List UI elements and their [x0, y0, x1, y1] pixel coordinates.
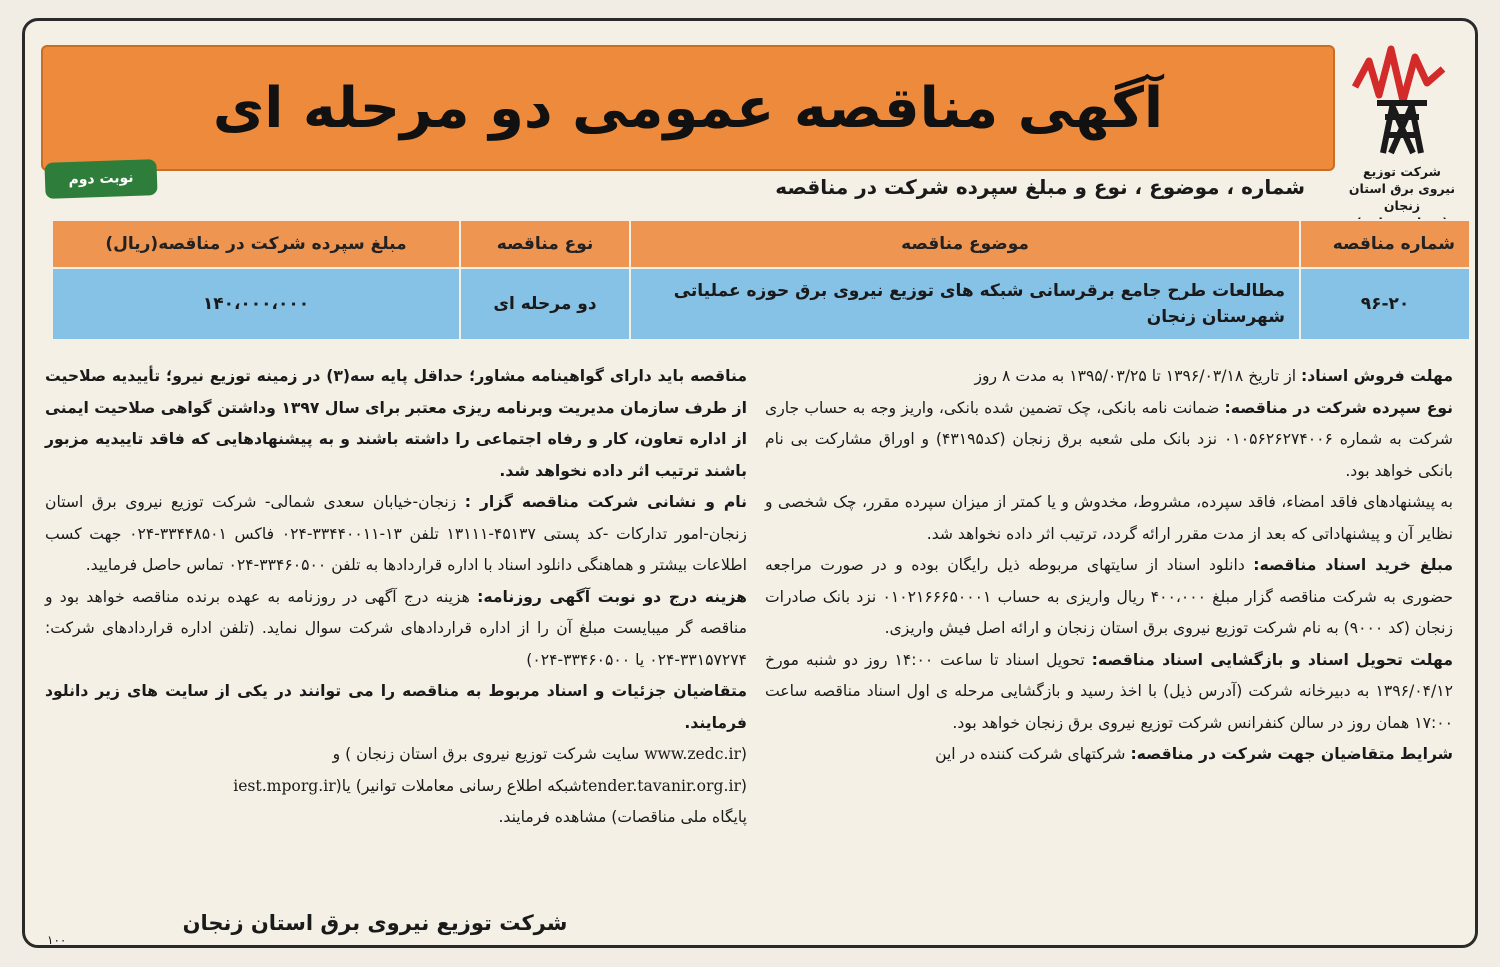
- paragraph-company-address: نام و نشانی شرکت مناقصه گزار : زنجان-خیابان سعدی شمالی- شرکت توزیع نیروی برق استان زنجان-امور تدارکات -کد پستی ۴۵۱۳۷-۱۳۱۱۱ تلفن ۱۳-۳۳۴۴۰۰۱۱-۰۲۴ فاکس ۳۳۴۴۸۵۰۱-۰۲۴ جهت کسب اطلاعات بیشتر و هماهنگی دانلود اسناد با اداره قراردادها به تلفن ۳۳۴۶۰۵۰۰-۰۲۴ تماس حاصل فرمایید.: [45, 493, 747, 574]
- company-logo: [1343, 39, 1461, 229]
- zedc-link[interactable]: www.zedc.ir: [644, 745, 741, 763]
- paragraph-rejection-rules: به پیشنهادهای فاقد امضاء، فاقد سپرده، مشروط، مخدوش و یا کمتر از میزان سپرده مقرر، چک شخصی و نظایر آن و پیشنهاداتی که بعد از مدت مقرر ارائه گردد، ترتیب اثر داده نخواهد شد.: [765, 493, 1453, 543]
- cell-deposit-amount: ۱۴۰،۰۰۰،۰۰۰: [52, 268, 460, 340]
- mporg-link[interactable]: iest.mporg.ir: [233, 776, 336, 795]
- header-tender-number: شماره مناقصه: [1300, 220, 1470, 268]
- paragraph-ad-cost: هزینه درج دو نوبت آگهی روزنامه: هزینه درج آگهی در روزنامه به عهده برنده مناقصه خواهد بود و مناقصه گر میبایست مبلغ آن را از اداره قراردادهای شرکت سوال نماید. (تلفن اداره قراردادهای شرکت: ۳۳۱۵۷۲۷۴-۰۲۴ یا ۳۳۴۶۰۵۰۰-۰۲۴): [45, 587, 747, 669]
- cell-tender-type: دو مرحله ای: [460, 268, 630, 340]
- paragraph-sale-deadline: مهلت فروش اسناد: از تاریخ ۱۳۹۶/۰۳/۱۸ تا ۱۳۹۵/۰۳/۲۵ به مدت ۸ روز: [974, 367, 1453, 385]
- table-row: [52, 268, 1470, 340]
- page-title: آگهی مناقصه عمومی دو مرحله ای: [212, 75, 1164, 141]
- download-line-2: (tender.tavanir.org.irشبکه اطلاع رسانی معاملات توانیر) یا(iest.mporg.ir: [233, 776, 747, 795]
- paragraph-download-intro: متقاضیان جزئیات و اسناد مربوط به مناقصه را می توانند در یکی از سایت های زیر دانلود فرمایند.: [45, 682, 747, 732]
- table-subtitle: شماره ، موضوع ، نوع و مبلغ سپرده شرکت در مناقصه: [775, 175, 1305, 199]
- power-tower-icon: [1347, 39, 1457, 159]
- page-number: ۱۰۰: [47, 933, 67, 947]
- header-deposit-amount: مبلغ سپرده شرکت در مناقصه(ریال): [52, 220, 460, 268]
- left-text-column: [45, 361, 747, 834]
- download-line-1: (www.zedc.ir سایت شرکت توزیع نیروی برق استان زنجان ) و: [332, 745, 747, 763]
- tender-table: [51, 219, 1471, 341]
- header-tender-type: نوع مناقصه: [460, 220, 630, 268]
- header-tender-subject: موضوع مناقصه: [630, 220, 1300, 268]
- download-line-3: پایگاه ملی مناقصات) مشاهده فرمایند.: [498, 808, 747, 826]
- company-signature: شرکت توزیع نیروی برق استان زنجان: [182, 911, 568, 935]
- paragraph-deposit-type: نوع سپرده شرکت در مناقصه: ضمانت نامه بانکی، چک تضمین شده بانکی، واریز وجه به حساب جاری شرکت به شماره ۰۱۰۵۶۲۶۲۷۴۰۰۶ نزد بانک ملی شعبه برق زنجان (کد۴۳۱۹۵) و اوراق مشارکت بی نام بانکی خواهد بود.: [765, 398, 1454, 480]
- paragraph-qualification: مناقصه باید دارای گواهینامه مشاور؛ حداقل پایه سه(۳) در زمینه توزیع نیرو؛ تأییدیه صلاحیت از طرف سازمان مدیریت وبرنامه ریزی معتبر برای سال ۱۳۹۷ وداشتن گواهی صلاحیت ایمنی از اداره تعاون، کار و رفاه اجتماعی را داشته باشند و به پیشنهادهایی که فاقد تاییدیه مزبور باشند ترتیب اثر داده نخواهد شد.: [45, 367, 747, 480]
- paragraph-document-price: مبلغ خرید اسناد مناقصه: دانلود اسناد از سایتهای مربوطه ذیل رایگان بوده و در صورت مراجعه حضوری به شرکت مناقصه گزار مبلغ ۴۰۰،۰۰۰ ریال واریزی به حساب ۰۱۰۲۱۶۶۶۵۰۰۰۱ نزد بانک صادرات زنجان (کد ۹۰۰۰) به نام شرکت توزیع نیروی برق استان زنجان و ارائه اصل فیش واریزی.: [765, 556, 1453, 637]
- cell-tender-number: ۹۶-۲۰: [1300, 268, 1470, 340]
- second-publication-badge: نوبت دوم: [44, 159, 157, 199]
- tender-advertisement-page: [22, 18, 1478, 948]
- tavanir-link[interactable]: tender.tavanir.org.ir: [581, 776, 741, 795]
- paragraph-delivery-opening: مهلت تحویل اسناد و بازگشایی اسناد مناقصه: تحویل اسناد تا ساعت ۱۴:۰۰ روز دو شنبه مورخ ۱۳۹۶/۰۴/۱۲ به دبیرخانه شرکت (آدرس ذیل) با اخذ رسید و بازگشایی مرحله ی اول اسناد مناقصه ساعت ۱۷:۰۰ همان روز در سالن کنفرانس شرکت توزیع نیروی برق زنجان خواهد بود.: [765, 650, 1453, 732]
- logo-line-2: نیروی برق استان زنجان: [1348, 181, 1456, 213]
- title-banner: [41, 45, 1335, 171]
- logo-line-1: شرکت توزیع: [1363, 164, 1441, 179]
- paragraph-participant-conditions: شرایط متقاضیان جهت شرکت در مناقصه: شرکتهای شرکت کننده در این: [935, 745, 1453, 763]
- cell-tender-subject: مطالعات طرح جامع برقرسانی شبکه های توزیع نیروی برق حوزه عملیاتی شهرستان زنجان: [630, 268, 1300, 340]
- table-header-row: [52, 220, 1470, 268]
- right-text-column: [765, 361, 1453, 771]
